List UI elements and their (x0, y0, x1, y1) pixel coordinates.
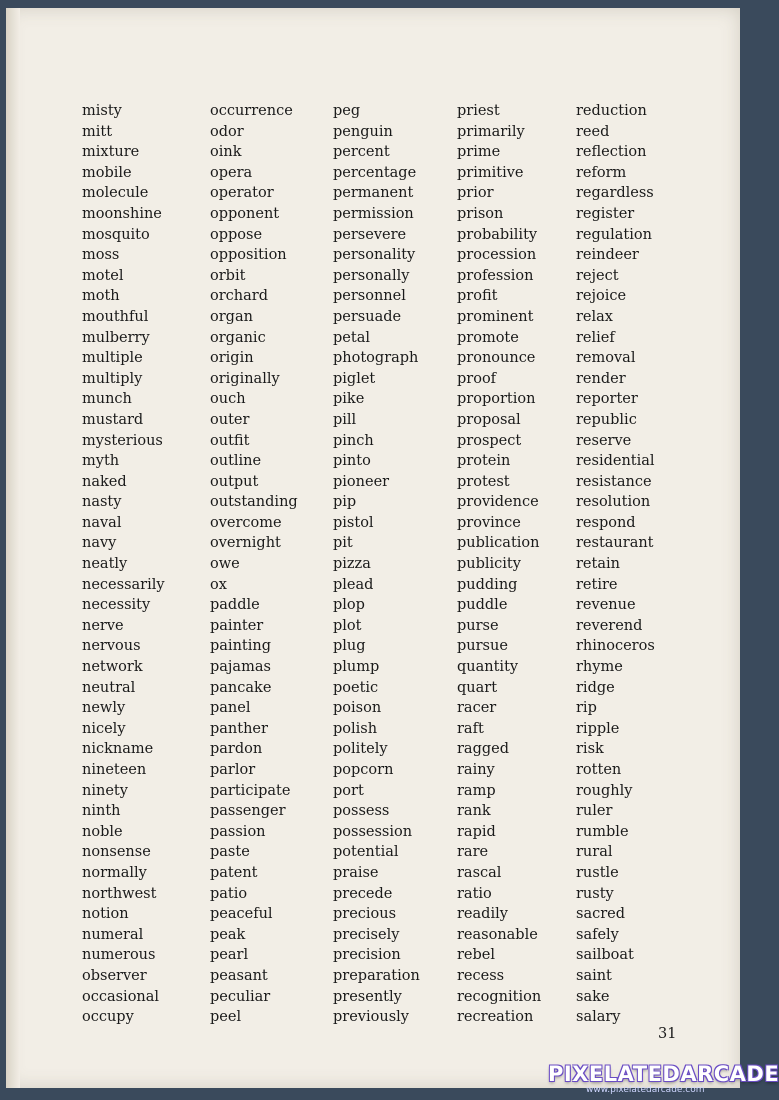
word-entry: nasty (82, 494, 122, 511)
word-entry: pistol (333, 514, 374, 531)
word-entry: rascal (457, 864, 502, 881)
word-entry: overcome (210, 514, 282, 531)
word-entry: permission (333, 205, 414, 222)
word-entry: rotten (576, 762, 622, 778)
word-entry: rare (457, 844, 489, 861)
word-entry: politely (333, 741, 388, 758)
word-entry: northwest (82, 885, 157, 902)
word-entry: oppose (210, 226, 263, 243)
word-entry: mulberry (82, 329, 150, 346)
word-entry: probability (457, 226, 538, 243)
word-entry: mustard (82, 411, 144, 428)
word-entry: poetic (333, 679, 379, 696)
word-entry: naked (82, 473, 127, 490)
word-entry: overnight (210, 535, 281, 552)
word-entry: relief (576, 329, 615, 346)
word-entry: normally (82, 864, 147, 881)
word-entry: reform (576, 164, 627, 181)
word-entry: peak (210, 926, 246, 943)
word-entry: personnel (333, 288, 406, 305)
word-entry: pudding (457, 576, 518, 593)
word-entry: province (457, 514, 521, 531)
word-entry: possess (333, 803, 390, 820)
watermark-url: www.pixelatedarcade.com (586, 1085, 705, 1095)
word-entry: mitt (82, 123, 113, 140)
word-entry: moonshine (82, 205, 162, 222)
word-entry: nonsense (82, 844, 151, 861)
word-entry: prospect (457, 432, 522, 449)
word-entry: munch (82, 391, 132, 408)
word-entry: plump (333, 659, 380, 676)
word-entry: recognition (457, 988, 542, 1005)
word-entry: occasional (82, 988, 160, 1005)
word-entry: pike (333, 391, 365, 408)
word-entry: pearl (210, 947, 249, 964)
word-entry: nervous (82, 638, 141, 655)
word-entry: ox (210, 576, 227, 593)
word-entry: ramp (457, 782, 496, 799)
word-entry: prior (457, 185, 494, 202)
word-entry: personally (333, 267, 410, 284)
word-entry: passion (210, 823, 266, 840)
word-entry: operator (210, 185, 274, 202)
word-column-1 (82, 101, 165, 1028)
word-entry: publication (457, 535, 540, 552)
word-entry: ridge (576, 679, 615, 696)
word-entry: reject (576, 267, 619, 284)
word-entry: neutral (82, 679, 136, 696)
word-entry: roughly (576, 782, 633, 799)
word-entry: pancake (210, 679, 272, 696)
word-entry: render (576, 370, 626, 387)
word-entry: precious (333, 906, 397, 923)
word-entry: pronounce (457, 350, 536, 367)
word-entry: previously (333, 1009, 409, 1026)
word-entry: sailboat (576, 947, 634, 964)
word-entry: outline (210, 453, 262, 470)
word-entry: origin (210, 350, 254, 367)
word-entry: procession (457, 247, 537, 264)
word-entry: persuade (333, 308, 402, 325)
word-entry: organic (210, 329, 266, 346)
word-entry: outstanding (210, 494, 298, 511)
word-entry: rank (457, 803, 491, 820)
word-entry: necessarily (82, 576, 165, 593)
word-entry: rhinoceros (576, 638, 655, 655)
word-entry: risk (576, 741, 604, 758)
word-entry: parlor (210, 762, 256, 778)
page-spine-shadow (6, 8, 20, 1088)
word-column-3 (333, 101, 420, 1028)
word-entry: rip (576, 700, 597, 717)
word-entry: multiply (82, 370, 143, 387)
word-entry: necessity (82, 597, 151, 614)
word-entry: ouch (210, 391, 246, 408)
word-entry: motel (82, 267, 124, 284)
word-entry: pinto (333, 453, 371, 470)
word-entry: mosquito (82, 226, 150, 243)
word-entry: panel (210, 700, 251, 717)
word-entry: precisely (333, 926, 400, 943)
word-entry: respond (576, 514, 636, 531)
word-entry: reduction (576, 103, 647, 119)
word-entry: promote (457, 329, 519, 346)
word-entry: puddle (457, 597, 508, 614)
word-entry: purse (457, 617, 499, 634)
word-entry: ninety (82, 782, 128, 799)
word-entry: profit (457, 288, 498, 305)
word-entry: naval (82, 514, 122, 531)
word-entry: notion (82, 906, 129, 923)
word-column-5 (576, 101, 655, 1028)
word-entry: pizza (333, 556, 371, 573)
word-entry: sake (576, 988, 610, 1005)
word-entry: opposition (210, 247, 287, 264)
word-entry: preparation (333, 967, 420, 984)
word-entry: sacred (576, 906, 626, 923)
word-entry: safely (576, 926, 619, 943)
word-entry: peel (210, 1009, 242, 1026)
word-entry: reserve (576, 432, 632, 449)
word-entry: recess (457, 967, 505, 984)
word-entry: nineteen (82, 762, 147, 778)
word-entry: saint (576, 967, 612, 984)
word-entry: precede (333, 885, 393, 902)
word-entry: precision (333, 947, 401, 964)
word-entry: presently (333, 988, 402, 1005)
word-entry: peasant (210, 967, 268, 984)
word-entry: persevere (333, 226, 407, 243)
word-entry: providence (457, 494, 539, 511)
word-entry: publicity (457, 556, 521, 573)
word-entry: newly (82, 700, 126, 717)
word-entry: reed (576, 123, 610, 140)
word-entry: regardless (576, 185, 654, 202)
word-entry: numerous (82, 947, 156, 964)
word-entry: praise (333, 864, 379, 881)
word-entry: personality (333, 247, 416, 264)
word-entry: percentage (333, 164, 417, 181)
word-entry: quantity (457, 659, 519, 676)
word-entry: racer (457, 700, 497, 717)
word-entry: profession (457, 267, 534, 284)
word-entry: plop (333, 597, 365, 614)
word-entry: recreation (457, 1009, 534, 1026)
word-entry: numeral (82, 926, 144, 943)
word-entry: plot (333, 617, 362, 634)
word-entry: republic (576, 411, 637, 428)
word-entry: port (333, 782, 364, 799)
word-entry: misty (82, 103, 122, 119)
word-entry: rebel (457, 947, 496, 964)
word-entry: paste (210, 844, 250, 861)
word-entry: outfit (210, 432, 250, 449)
word-entry: peaceful (210, 906, 273, 923)
word-entry: retain (576, 556, 620, 573)
word-entry: pit (333, 535, 353, 552)
word-entry: proposal (457, 411, 521, 428)
word-entry: petal (333, 329, 370, 346)
word-entry: moss (82, 247, 120, 264)
word-entry: poison (333, 700, 382, 717)
word-entry: priest (457, 103, 500, 119)
word-entry: odor (210, 123, 244, 140)
word-entry: penguin (333, 123, 393, 140)
word-entry: reverend (576, 617, 643, 634)
word-entry: relax (576, 308, 613, 325)
word-entry: protein (457, 453, 511, 470)
word-entry: opponent (210, 205, 280, 222)
word-entry: myth (82, 453, 120, 470)
word-entry: rustle (576, 864, 619, 881)
word-entry: permanent (333, 185, 414, 202)
word-entry: navy (82, 535, 117, 552)
word-entry: reporter (576, 391, 638, 408)
word-entry: rapid (457, 823, 496, 840)
word-entry: ruler (576, 803, 613, 820)
word-entry: primarily (457, 123, 525, 140)
word-entry: photograph (333, 350, 419, 367)
word-entry: potential (333, 844, 399, 861)
word-entry: ragged (457, 741, 510, 758)
word-entry: neatly (82, 556, 128, 573)
word-entry: patio (210, 885, 248, 902)
word-entry: proportion (457, 391, 536, 408)
word-entry: ratio (457, 885, 492, 902)
book-page (6, 8, 740, 1088)
word-entry: piglet (333, 370, 376, 387)
word-entry: molecule (82, 185, 149, 202)
word-entry: percent (333, 144, 390, 161)
word-entry: pardon (210, 741, 263, 758)
word-column-2 (210, 101, 298, 1028)
word-entry: owe (210, 556, 240, 573)
word-entry: pip (333, 494, 357, 511)
word-entry: rejoice (576, 288, 627, 305)
word-entry: ripple (576, 720, 620, 737)
word-entry: quart (457, 679, 498, 696)
word-entry: occurrence (210, 103, 293, 119)
word-entry: prominent (457, 308, 534, 325)
word-entry: rumble (576, 823, 629, 840)
word-entry: pajamas (210, 659, 271, 676)
word-entry: plug (333, 638, 366, 655)
word-entry: rural (576, 844, 613, 861)
word-entry: retire (576, 576, 618, 593)
word-entry: pinch (333, 432, 374, 449)
word-entry: polish (333, 720, 378, 737)
word-entry: raft (457, 720, 484, 737)
word-entry: noble (82, 823, 123, 840)
word-entry: readily (457, 906, 508, 923)
word-entry: possession (333, 823, 413, 840)
word-entry: reasonable (457, 926, 538, 943)
word-entry: opera (210, 164, 253, 181)
watermark-brand: PIXELATEDARCADE (548, 1062, 779, 1086)
word-entry: resolution (576, 494, 651, 511)
word-entry: paddle (210, 597, 260, 614)
page-number: 31 (658, 1026, 677, 1042)
word-entry: orchard (210, 288, 268, 305)
word-entry: occupy (82, 1009, 134, 1026)
word-entry: prime (457, 144, 501, 161)
word-entry: organ (210, 308, 253, 325)
word-entry: rainy (457, 762, 495, 778)
word-entry: nerve (82, 617, 124, 634)
word-entry: restaurant (576, 535, 654, 552)
word-entry: panther (210, 720, 268, 737)
word-entry: revenue (576, 597, 636, 614)
word-entry: pursue (457, 638, 508, 655)
word-entry: observer (82, 967, 147, 984)
word-entry: nicely (82, 720, 126, 737)
word-entry: mysterious (82, 432, 163, 449)
word-entry: removal (576, 350, 636, 367)
word-entry: mobile (82, 164, 132, 181)
word-entry: multiple (82, 350, 143, 367)
word-entry: proof (457, 370, 497, 387)
word-entry: salary (576, 1009, 621, 1026)
word-entry: participate (210, 782, 291, 799)
word-entry: ninth (82, 803, 121, 820)
word-entry: painting (210, 638, 271, 655)
word-entry: peg (333, 103, 361, 119)
word-entry: painter (210, 617, 264, 634)
word-entry: resistance (576, 473, 652, 490)
word-entry: mixture (82, 144, 140, 161)
word-entry: output (210, 473, 259, 490)
word-entry: rhyme (576, 659, 623, 676)
word-entry: originally (210, 370, 280, 387)
word-entry: orbit (210, 267, 246, 284)
word-column-4 (457, 101, 541, 1028)
word-entry: protest (457, 473, 510, 490)
word-entry: plead (333, 576, 374, 593)
word-entry: reflection (576, 144, 647, 161)
word-entry: popcorn (333, 762, 394, 778)
word-entry: regulation (576, 226, 652, 243)
word-entry: residential (576, 453, 655, 470)
word-entry: oink (210, 144, 242, 161)
word-entry: peculiar (210, 988, 271, 1005)
word-entry: prison (457, 205, 504, 222)
word-entry: primitive (457, 164, 524, 181)
word-entry: nickname (82, 741, 154, 758)
word-entry: rusty (576, 885, 614, 902)
word-entry: pill (333, 411, 357, 428)
word-entry: moth (82, 288, 120, 305)
word-entry: network (82, 659, 143, 676)
word-entry: passenger (210, 803, 286, 820)
word-entry: patent (210, 864, 258, 881)
word-entry: outer (210, 411, 250, 428)
word-entry: register (576, 205, 635, 222)
word-entry: mouthful (82, 308, 149, 325)
word-entry: pioneer (333, 473, 390, 490)
word-entry: reindeer (576, 247, 639, 264)
